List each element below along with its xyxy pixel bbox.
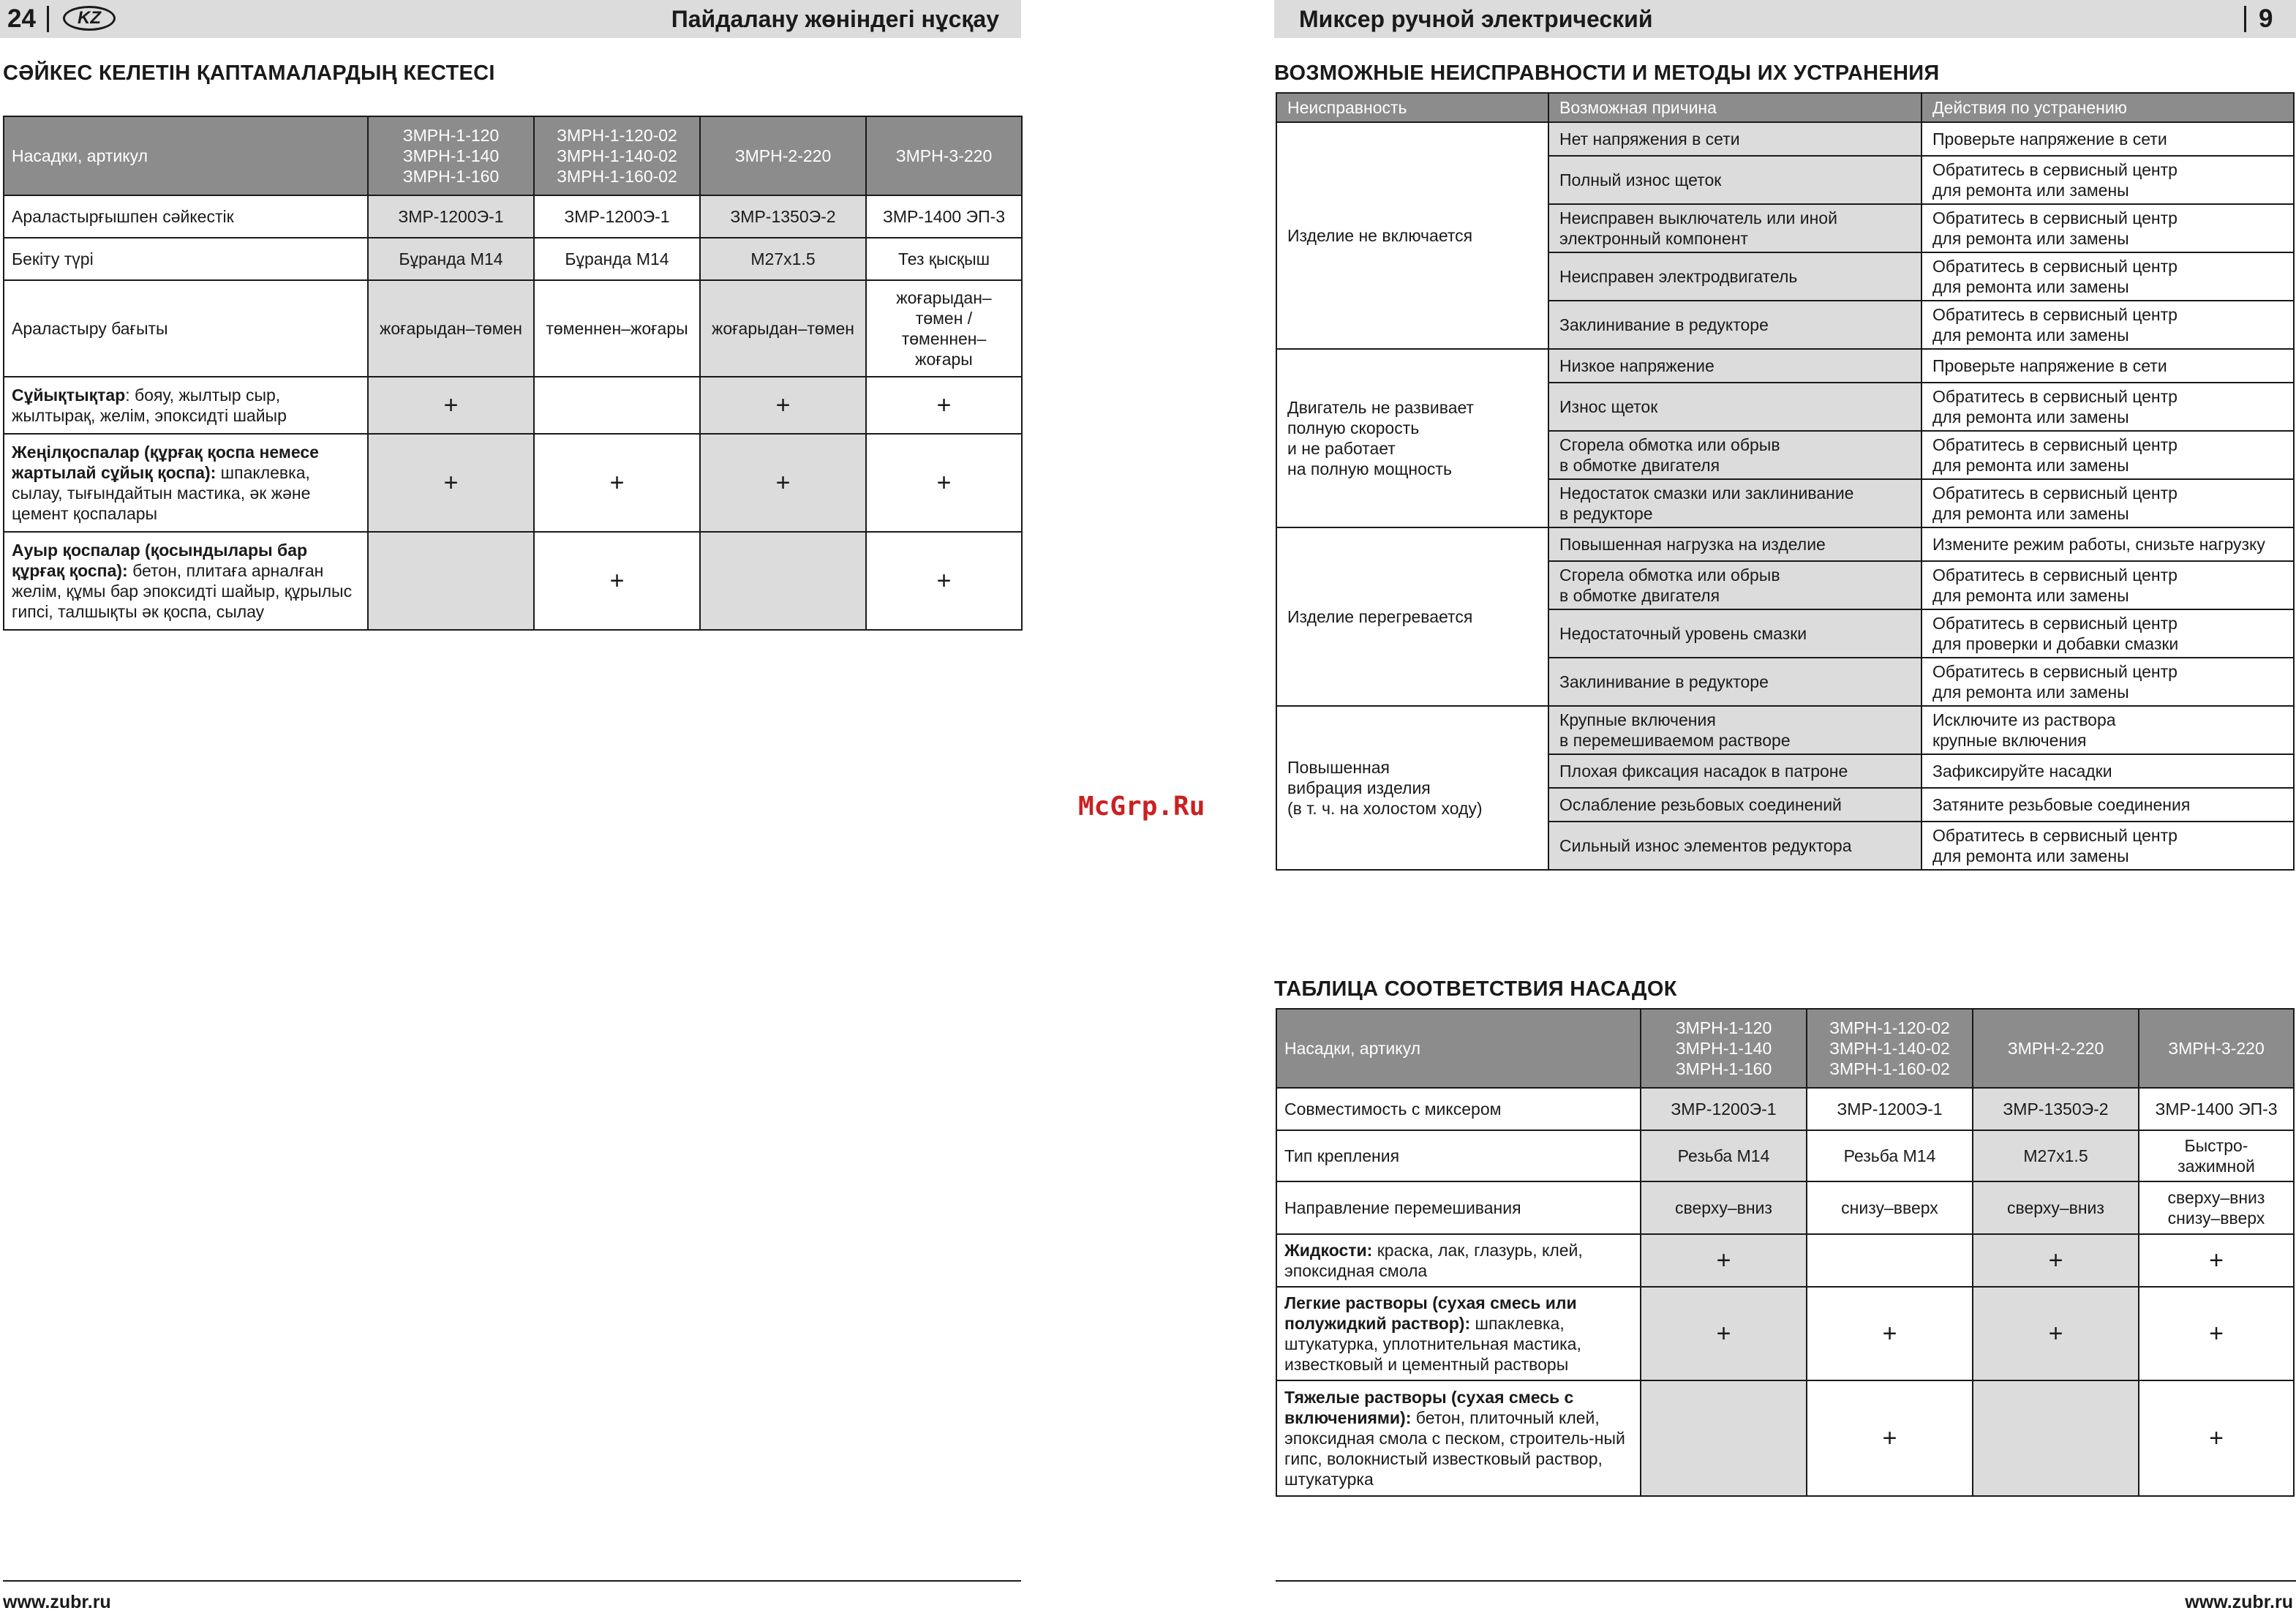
row-label bbox=[4, 434, 368, 532]
cell: сверху–вниз bbox=[1641, 1181, 1807, 1234]
table-row bbox=[1276, 122, 2294, 156]
right-compat-table bbox=[1276, 1008, 2295, 1497]
left-section-title: СӘЙКЕС КЕЛЕТІН ҚАПТАМАЛАРДЫҢ КЕСТЕСІ bbox=[3, 61, 495, 85]
header-col1: ЗМРН-1-120 ЗМРН-1-140 ЗМРН-1-160 bbox=[1641, 1009, 1807, 1088]
cause-cell: Сгорела обмотка или обрыв в обмотке двигателя bbox=[1548, 431, 1922, 479]
table-row bbox=[1276, 1181, 2294, 1234]
action-cell: Проверьте напряжение в сети bbox=[1922, 122, 2294, 156]
cell: Быстро- зажимной bbox=[2139, 1130, 2294, 1181]
action-cell: Обратитесь в сервисный центр для ремонта или замены bbox=[1922, 156, 2294, 204]
plus-cell bbox=[1973, 1380, 2139, 1496]
cell: Бұранда М14 bbox=[534, 238, 700, 280]
left-page bbox=[0, 0, 1021, 1616]
plus-cell: + bbox=[1641, 1287, 1807, 1380]
row-label: Тип крепления bbox=[1276, 1130, 1641, 1181]
row-label: Направление перемешивания bbox=[1276, 1181, 1641, 1234]
plus-cell: + bbox=[1807, 1287, 1973, 1380]
watermark-text: McGrp.Ru bbox=[1078, 792, 1205, 822]
left-header-title: Пайдалану жөніндегі нұсқау bbox=[671, 6, 999, 32]
header-action: Действия по устранению bbox=[1922, 93, 2294, 122]
table-row bbox=[4, 377, 1022, 434]
right-footer-rule bbox=[1276, 1580, 2296, 1582]
action-cell: Обратитесь в сервисный центр для ремонта или замены bbox=[1922, 658, 2294, 706]
plus-cell: + bbox=[2139, 1287, 2294, 1380]
header-col2: ЗМРН-1-120-02 ЗМРН-1-140-02 ЗМРН-1-160-02 bbox=[1807, 1009, 1973, 1088]
cause-cell: Заклинивание в редукторе bbox=[1548, 301, 1922, 349]
plus-cell: + bbox=[1973, 1234, 2139, 1287]
plus-cell: + bbox=[368, 377, 534, 434]
cell: Резьба М14 bbox=[1641, 1130, 1807, 1181]
action-cell: Обратитесь в сервисный центр для ремонта или замены bbox=[1922, 431, 2294, 479]
table-row bbox=[1276, 1380, 2294, 1496]
table-row bbox=[1276, 527, 2294, 561]
table-row bbox=[4, 195, 1022, 238]
plus-cell bbox=[1641, 1380, 1807, 1496]
row-label-bold: Жеңілқоспалар (құрғақ қоспа немесе жартылай сұйық қоспа): bbox=[12, 443, 319, 482]
table-row bbox=[4, 434, 1022, 532]
cause-cell: Полный износ щеток bbox=[1548, 156, 1922, 204]
action-cell: Исключите из раствора крупные включения bbox=[1922, 706, 2294, 754]
row-label-text: шпаклевка, сылау, тығындайтын мастика, әк және цемент қоспалары bbox=[12, 463, 311, 523]
faults-table bbox=[1276, 92, 2295, 871]
plus-cell: + bbox=[700, 434, 866, 532]
row-label-text: : бояу, жылтыр сыр, жылтырақ, желім, эпоксидті шайыр bbox=[12, 386, 287, 425]
cell: ЗМР-1350Э-2 bbox=[1973, 1088, 2139, 1130]
right-header-bar bbox=[1274, 0, 2296, 38]
cause-cell: Сильный износ элементов редуктора bbox=[1548, 822, 1922, 870]
action-cell: Обратитесь в сервисный центр для ремонта или замены bbox=[1922, 383, 2294, 431]
left-footer-rule bbox=[3, 1580, 1021, 1582]
row-label: Араластырғышпен сәйкестік bbox=[4, 195, 368, 238]
compat-section-title: ТАБЛИЦА СООТВЕТСТВИЯ НАСАДОК bbox=[1274, 977, 1677, 1001]
right-page-number: 9 bbox=[2259, 4, 2273, 33]
cause-cell: Крупные включения в перемешиваемом растворе bbox=[1548, 706, 1922, 754]
header-col4: ЗМРН-3-220 bbox=[2139, 1009, 2294, 1088]
table-row bbox=[1276, 1234, 2294, 1287]
header-fault: Неисправность bbox=[1276, 93, 1548, 122]
row-label-bold: Легкие растворы (сухая смесь или полужидкий раствор): bbox=[1284, 1293, 1577, 1333]
row-label-bold: Тяжелые растворы (сухая смесь с включениями): bbox=[1284, 1388, 1574, 1427]
plus-cell: + bbox=[866, 532, 1022, 630]
cause-cell: Неисправен выключатель или иной электронный компонент bbox=[1548, 204, 1922, 252]
cell: жоғарыдан– төмен / төменнен– жоғары bbox=[866, 280, 1022, 377]
action-cell: Обратитесь в сервисный центр для проверки и добавки смазки bbox=[1922, 609, 2294, 658]
row-label bbox=[1276, 1234, 1641, 1287]
plus-cell: + bbox=[534, 434, 700, 532]
cause-cell: Износ щеток bbox=[1548, 383, 1922, 431]
table-row bbox=[4, 280, 1022, 377]
plus-cell bbox=[368, 532, 534, 630]
fault-cell: Двигатель не развивает полную скорость и не работает на полную мощность bbox=[1276, 349, 1548, 527]
header-col2: ЗМРН-1-120-02 ЗМРН-1-140-02 ЗМРН-1-160-02 bbox=[534, 116, 700, 195]
cell: Тез қысқыш bbox=[866, 238, 1022, 280]
cell: ЗМР-1200Э-1 bbox=[368, 195, 534, 238]
plus-cell: + bbox=[1807, 1380, 1973, 1496]
cell: сверху–вниз снизу–вверх bbox=[2139, 1181, 2294, 1234]
table-header-row bbox=[4, 116, 1022, 195]
row-label-text: бетон, плитаға арналған желім, құмы бар эпоксидті шайыр, құрылыс гипсі, талшықты әк қоспа, сылау bbox=[12, 561, 353, 621]
table-row bbox=[1276, 1130, 2294, 1181]
header-col1: ЗМРН-1-120 ЗМРН-1-140 ЗМРН-1-160 bbox=[368, 116, 534, 195]
cause-cell: Недостаток смазки или заклинивание в редукторе bbox=[1548, 479, 1922, 527]
faults-section-title: ВОЗМОЖНЫЕ НЕИСПРАВНОСТИ И МЕТОДЫ ИХ УСТРАНЕНИЯ bbox=[1274, 61, 1940, 85]
table-row bbox=[1276, 1287, 2294, 1380]
cause-cell: Низкое напряжение bbox=[1548, 349, 1922, 383]
header-col3: ЗМРН-2-220 bbox=[700, 116, 866, 195]
header-label: Насадки, артикул bbox=[4, 116, 368, 195]
left-page-number: 24 bbox=[7, 4, 36, 33]
row-label-text: краска, лак, глазурь, клей, эпоксидная смола bbox=[1284, 1241, 1583, 1280]
header-label: Насадки, артикул bbox=[1276, 1009, 1641, 1088]
left-footer-url: www.zubr.ru bbox=[3, 1592, 111, 1612]
cause-cell: Плохая фиксация насадок в патроне bbox=[1548, 754, 1922, 788]
cause-cell: Ослабление резьбовых соединений bbox=[1548, 788, 1922, 822]
action-cell: Обратитесь в сервисный центр для ремонта или замены bbox=[1922, 204, 2294, 252]
plus-cell: + bbox=[1641, 1234, 1807, 1287]
row-label bbox=[1276, 1380, 1641, 1496]
cell: Резьба М14 bbox=[1807, 1130, 1973, 1181]
fault-cell: Повышенная вибрация изделия (в т. ч. на холостом ходу) bbox=[1276, 706, 1548, 870]
left-header-divider bbox=[47, 6, 49, 32]
cell: ЗМР-1200Э-1 bbox=[534, 195, 700, 238]
plus-cell bbox=[700, 532, 866, 630]
plus-cell: + bbox=[1973, 1287, 2139, 1380]
right-page bbox=[1274, 0, 2296, 1616]
plus-cell: + bbox=[2139, 1380, 2294, 1496]
plus-cell: + bbox=[368, 434, 534, 532]
table-row bbox=[1276, 706, 2294, 754]
cell: снизу–вверх bbox=[1807, 1181, 1973, 1234]
right-header-title: Миксер ручной электрический bbox=[1299, 6, 1653, 32]
cell: ЗМР-1200Э-1 bbox=[1641, 1088, 1807, 1130]
cell: ЗМР-1350Э-2 bbox=[700, 195, 866, 238]
row-label bbox=[4, 532, 368, 630]
left-header-bar bbox=[0, 0, 1021, 38]
plus-cell: + bbox=[866, 434, 1022, 532]
cell: М27х1.5 bbox=[700, 238, 866, 280]
header-col4: ЗМРН-3-220 bbox=[866, 116, 1022, 195]
plus-cell: + bbox=[2139, 1234, 2294, 1287]
row-label-text: шпаклевка, штукатурка, уплотнительная мастика, известковый и цементный растворы bbox=[1284, 1314, 1581, 1374]
cell: ЗМР-1400 ЭП-3 bbox=[2139, 1088, 2294, 1130]
header-col3: ЗМРН-2-220 bbox=[1973, 1009, 2139, 1088]
action-cell: Обратитесь в сервисный центр для ремонта или замены bbox=[1922, 561, 2294, 609]
cause-cell: Повышенная нагрузка на изделие bbox=[1548, 527, 1922, 561]
action-cell: Обратитесь в сервисный центр для ремонта или замены bbox=[1922, 301, 2294, 349]
table-header-row bbox=[1276, 1009, 2294, 1088]
cause-cell: Заклинивание в редукторе bbox=[1548, 658, 1922, 706]
kz-language-badge: KZ bbox=[63, 6, 116, 31]
cell: ЗМР-1400 ЭП-3 bbox=[866, 195, 1022, 238]
row-label: Совместимость с миксером bbox=[1276, 1088, 1641, 1130]
table-row bbox=[4, 238, 1022, 280]
cell: жоғарыдан–төмен bbox=[368, 280, 534, 377]
cell: Бұранда М14 bbox=[368, 238, 534, 280]
row-label: Бекіту түрі bbox=[4, 238, 368, 280]
table-row bbox=[1276, 1088, 2294, 1130]
cell: сверху–вниз bbox=[1973, 1181, 2139, 1234]
cause-cell: Сгорела обмотка или обрыв в обмотке двигателя bbox=[1548, 561, 1922, 609]
action-cell: Зафиксируйте насадки bbox=[1922, 754, 2294, 788]
row-label-bold: Ауыр қоспалар (қосындылары бар құрғақ қоспа): bbox=[12, 541, 308, 580]
header-cause: Возможная причина bbox=[1548, 93, 1922, 122]
cause-cell: Неисправен электродвигатель bbox=[1548, 252, 1922, 301]
cause-cell: Недостаточный уровень смазки bbox=[1548, 609, 1922, 658]
left-compat-table bbox=[3, 116, 1023, 631]
right-header-divider bbox=[2244, 6, 2246, 32]
row-label: Араластыру бағыты bbox=[4, 280, 368, 377]
cause-cell: Нет напряжения в сети bbox=[1548, 122, 1922, 156]
plus-cell bbox=[534, 377, 700, 434]
action-cell: Затяните резьбовые соединения bbox=[1922, 788, 2294, 822]
table-row bbox=[4, 532, 1022, 630]
plus-cell: + bbox=[866, 377, 1022, 434]
cell: жоғарыдан–төмен bbox=[700, 280, 866, 377]
plus-cell bbox=[1807, 1234, 1973, 1287]
action-cell: Измените режим работы, снизьте нагрузку bbox=[1922, 527, 2294, 561]
table-header-row bbox=[1276, 93, 2294, 122]
row-label bbox=[4, 377, 368, 434]
action-cell: Обратитесь в сервисный центр для ремонта или замены bbox=[1922, 479, 2294, 527]
cell: М27х1.5 bbox=[1973, 1130, 2139, 1181]
right-footer-url: www.zubr.ru bbox=[2185, 1592, 2293, 1612]
row-label-bold: Сұйықтықтар bbox=[12, 386, 126, 405]
action-cell: Обратитесь в сервисный центр для ремонта или замены bbox=[1922, 822, 2294, 870]
cell: ЗМР-1200Э-1 bbox=[1807, 1088, 1973, 1130]
row-label-bold: Жидкости: bbox=[1284, 1241, 1373, 1260]
cell: төменнен–жоғары bbox=[534, 280, 700, 377]
row-label bbox=[1276, 1287, 1641, 1380]
action-cell: Проверьте напряжение в сети bbox=[1922, 349, 2294, 383]
fault-cell: Изделие перегревается bbox=[1276, 527, 1548, 706]
plus-cell: + bbox=[534, 532, 700, 630]
row-label-text: бетон, плиточный клей, эпоксидная смола с песком, строитель-ный гипс, волокнистый известковый раствор, штукатурка bbox=[1284, 1408, 1625, 1489]
table-row bbox=[1276, 349, 2294, 383]
fault-cell: Изделие не включается bbox=[1276, 122, 1548, 349]
action-cell: Обратитесь в сервисный центр для ремонта или замены bbox=[1922, 252, 2294, 301]
plus-cell: + bbox=[700, 377, 866, 434]
